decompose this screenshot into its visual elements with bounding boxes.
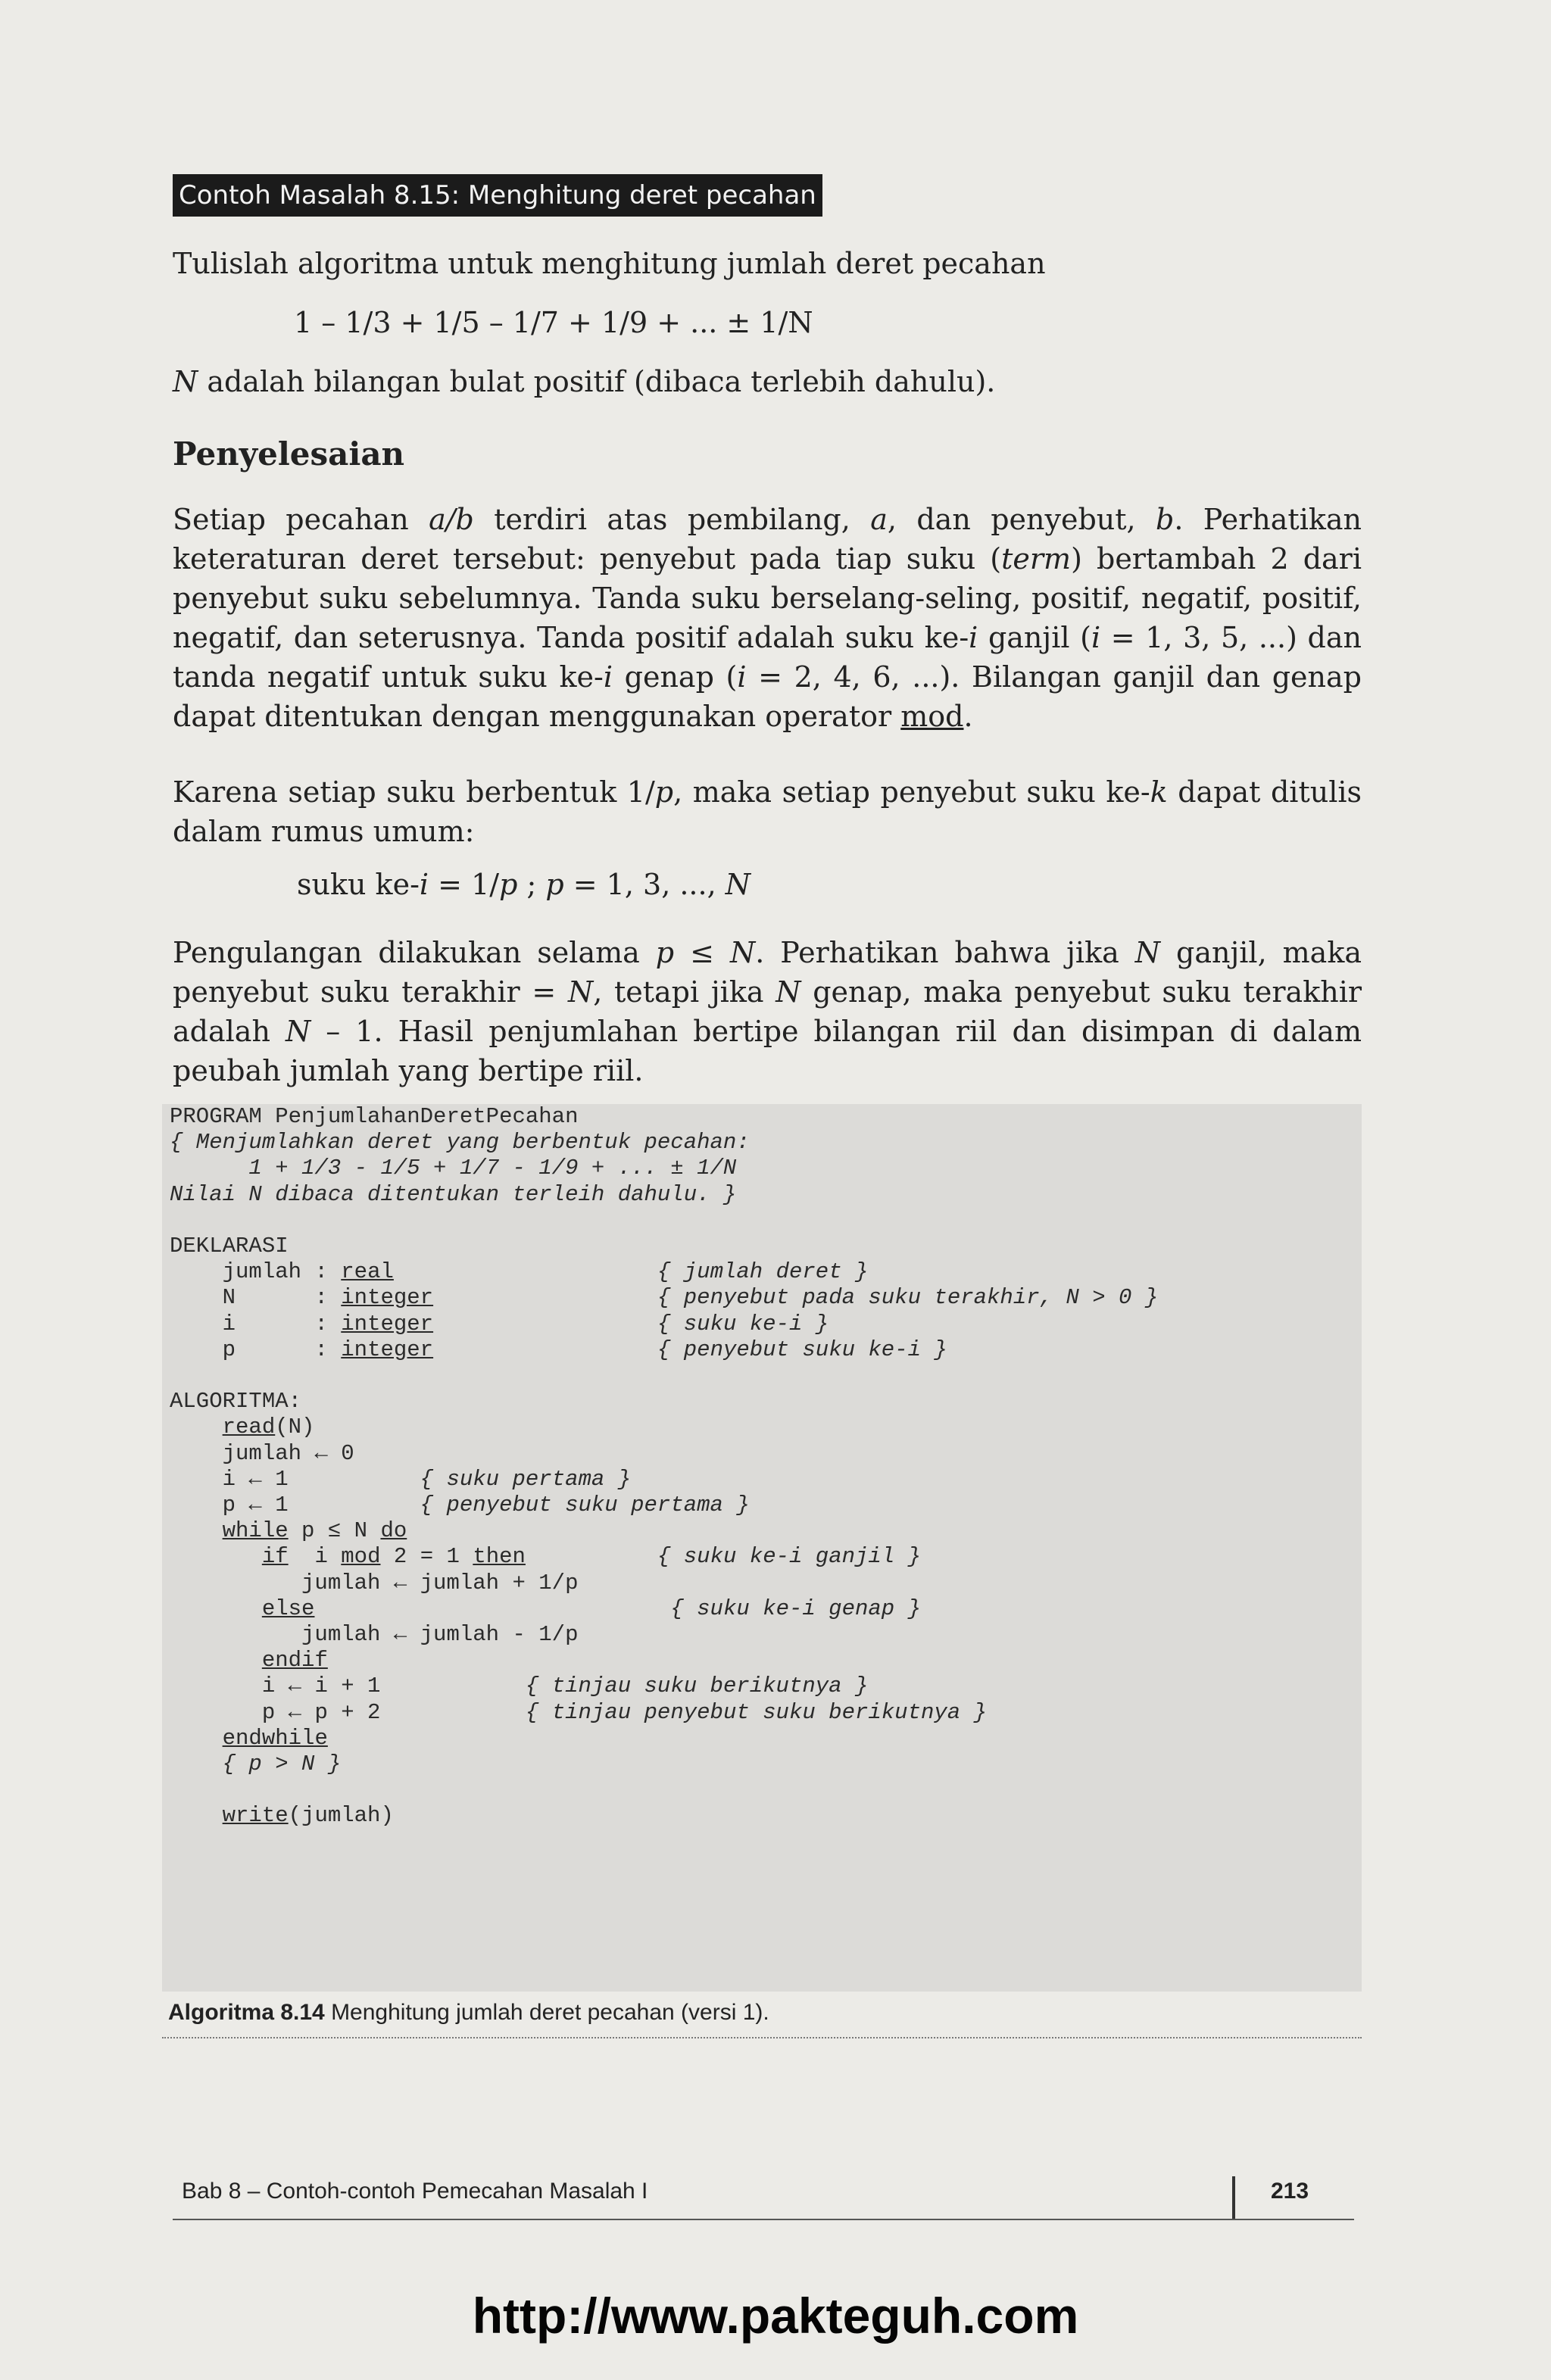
page-number: 213	[1271, 2179, 1309, 2204]
solution-paragraph-1: Setiap pecahan a/b terdiri atas pembilang, a, dan penyebut, b. Perhatikan keteraturan deret tersebut: penyebut pada tiap suku (term) bertambah 2 dari penyebut suku sebelumnya. Tanda suku berselang-seling, positif, negatif, positif, negatif, dan seterusnya. Tanda positif adalah suku ke-i ganjil (i = 1, 3, 5, ...) dan tanda negatif untuk suku ke-i genap (i = 2, 4, 6, ...). Bilangan ganjil dan genap dapat ditentukan dengan menggunakan operator mod.	[173, 503, 1362, 733]
term-formula: suku ke-i = 1/p ; p = 1, 3, ..., N	[297, 868, 751, 901]
algorithm-code: PROGRAM PenjumlahanDeretPecahan { Menjumlahkan deret yang berbentuk pecahan: 1 + 1/3 - 1/5 + 1/7 - 1/9 + ... ± 1/N Nilai N dibaca ditentukan terleih dahulu. } DEKLARASI jumlah : real { jumlah deret } N : integer { penyebut pada suku terakhir, N > 0 } i : integer { suku ke-i } p : integer { penyebut suku ke-i } ALGORITMA: read(N) jumlah ← 0 i ← 1 { suku pertama } p ← 1 { penyebut suku pertama } while p ≤ N do if i mod 2 = 1 then { suku ke-i ganjil } jumlah ← jumlah + 1/p else { suku ke-i genap } jumlah ← jumlah - 1/p endif i ← i + 1 { tinjau suku berikutnya } p ← p + 2 { tinjau penyebut suku berikutnya } endwhile { p > N } write(jumlah)	[170, 1104, 1159, 1829]
problem-n-note: N adalah bilangan bulat positif (dibaca terlebih dahulu).	[173, 365, 996, 398]
footer-rule	[173, 2219, 1354, 2220]
example-heading: Contoh Masalah 8.15: Menghitung deret pecahan	[173, 174, 822, 217]
algorithm-caption: Algoritma 8.14 Menghitung jumlah deret pecahan (versi 1).	[168, 2000, 769, 2025]
series-formula: 1 – 1/3 + 1/5 – 1/7 + 1/9 + ... ± 1/N	[294, 306, 813, 339]
solution-paragraph-2: Karena setiap suku berbentuk 1/p, maka setiap penyebut suku ke-k dapat ditulis dalam rumus umum:	[173, 775, 1362, 848]
watermark-url: http://www.pakteguh.com	[472, 2288, 1079, 2344]
caption-divider	[162, 2037, 1362, 2038]
page-number-divider	[1232, 2176, 1235, 2219]
solution-title: Penyelesaian	[173, 435, 405, 473]
algorithm-code-box	[162, 1104, 1362, 1992]
chapter-footer: Bab 8 – Contoh-contoh Pemecahan Masalah I	[182, 2179, 648, 2204]
solution-paragraph-3: Pengulangan dilakukan selama p ≤ N. Perhatikan bahwa jika N ganjil, maka penyebut suku terakhir = N, tetapi jika N genap, maka penyebut suku terakhir adalah N – 1. Hasil penjumlahan bertipe bilangan riil dan disimpan di dalam peubah jumlah yang bertipe riil.	[173, 936, 1362, 1087]
problem-intro: Tulislah algoritma untuk menghitung jumlah deret pecahan	[173, 247, 1046, 280]
